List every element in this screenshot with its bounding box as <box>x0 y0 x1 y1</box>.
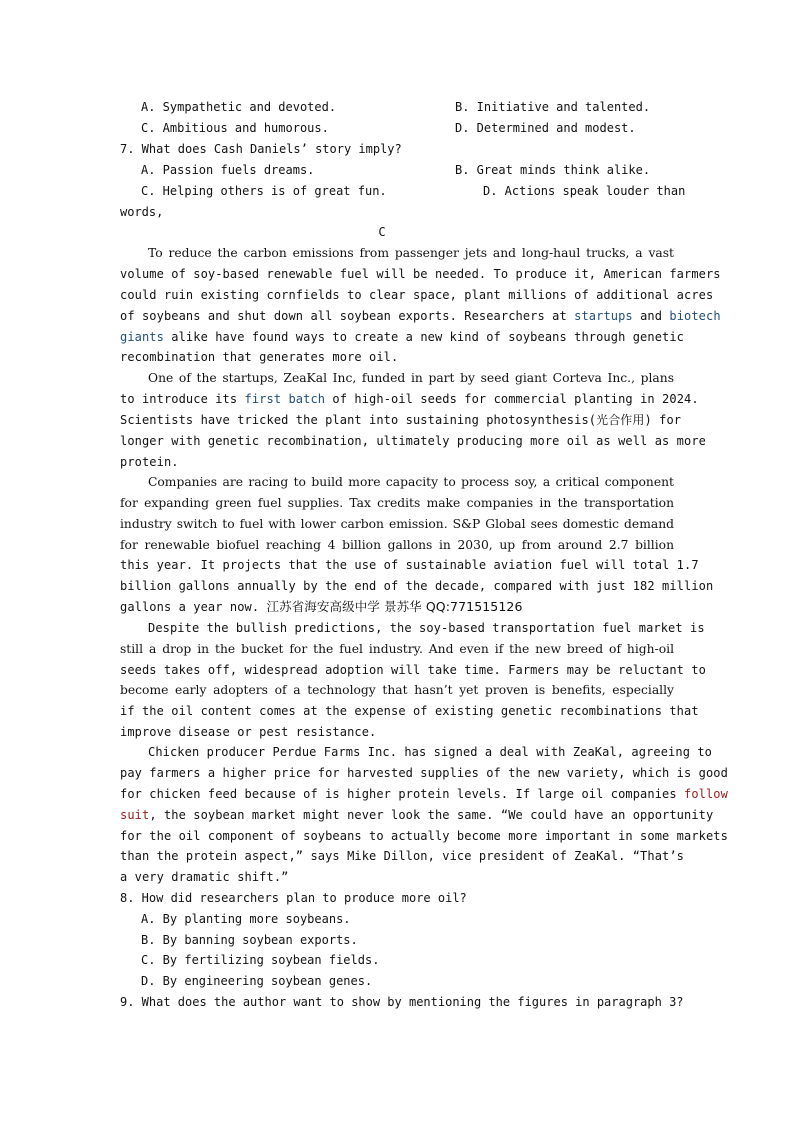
p5-line-5: for the oil component of soybeans to actually become more important in some markets <box>120 829 728 843</box>
q7-option-d: D. Actions speak louder than <box>483 184 686 198</box>
p5-line-3-text: for chicken feed because of is higher protein levels. If large oil companies <box>120 787 684 801</box>
p4-line-5: if the oil content comes at the expense of existing genetic recombinations that <box>120 704 699 718</box>
p2-line-2-text-a: to introduce its <box>120 392 245 406</box>
link-giants: giants <box>120 330 164 344</box>
q8-option-d: D. By engineering soybean genes. <box>141 974 373 988</box>
p3-line-3: industry switch to fuel with lower carbon emission. S&P Global sees domestic demand <box>120 517 674 531</box>
p3-line-5: this year. It projects that the use of sustainable aviation fuel will total 1.7 <box>120 558 699 572</box>
link-biotech: biotech <box>669 309 721 323</box>
p4-line-3: seeds takes off, widespread adoption will take time. Farmers may be reluctant to <box>120 663 706 677</box>
q7-option-d-continued: words, <box>120 205 164 219</box>
p3-line-1: Companies are racing to build more capacity to process soy, a critical component <box>148 475 674 489</box>
p1-line-4 <box>120 308 721 324</box>
p2-line-4: longer with genetic recombination, ultimately producing more oil as well as more <box>120 434 706 448</box>
p3-line-6: billion gallons annually by the end of the decade, compared with just 182 million <box>120 579 714 593</box>
p4-line-6: improve disease or pest resistance. <box>120 725 377 739</box>
p5-line-1: Chicken producer Perdue Farms Inc. has signed a deal with ZeaKal, agreeing to <box>148 745 712 759</box>
p5-line-6: than the protein aspect,” says Mike Dillon, vice president of ZeaKal. “That’s <box>120 849 684 863</box>
p2-line-5: protein. <box>120 455 179 469</box>
q8-stem: 8. How did researchers plan to produce more oil? <box>120 891 467 905</box>
link-first-batch: first batch <box>244 392 326 406</box>
p5-line-2: pay farmers a higher price for harvested supplies of the new variety, which is good <box>120 766 728 780</box>
q8-option-b: B. By banning soybean exports. <box>141 933 358 947</box>
p4-line-1: Despite the bullish predictions, the soy-based transportation fuel market is <box>148 621 705 635</box>
p1-line-6: recombination that generates more oil. <box>120 350 399 364</box>
p1-line-4-text-a: of soybeans and shut down all soybean exports. Researchers at <box>120 309 575 323</box>
q9-stem: 9. What does the author want to show by mentioning the figures in paragraph 3? <box>120 995 684 1009</box>
q6-option-c: C. Ambitious and humorous. <box>141 121 329 135</box>
q7-stem: 7. What does Cash Daniels’ story imply? <box>120 142 402 156</box>
p3-line-2: for expanding green fuel supplies. Tax credits make companies in the transportation <box>120 496 674 510</box>
section-label: C <box>378 225 386 239</box>
p2-line-2-text-c: of high-oil seeds for commercial planting in 2024. <box>325 392 699 406</box>
p1-line-3: could ruin existing cornfields to clear space, plant millions of additional acres <box>120 288 714 302</box>
p3-line-4: for renewable biofuel reaching 4 billion gallons in 2030, up from around 2.7 billion <box>120 538 674 552</box>
q6-option-a: A. Sympathetic and devoted. <box>141 100 337 114</box>
p3-line-7 <box>120 599 674 615</box>
author-credit: 江苏省海安高级中学 景苏华 QQ:771515126 <box>266 599 523 614</box>
p2-line-2 <box>120 391 699 407</box>
p1-line-1: To reduce the carbon emissions from passenger jets and long-haul trucks, a vast <box>148 246 674 260</box>
p4-line-4: become early adopters of a technology that hasn’t yet proven is benefits, especially <box>120 683 674 697</box>
p3-line-7-text: gallons a year now. <box>120 600 267 614</box>
p1-line-4-text-c: and <box>632 309 670 323</box>
p1-line-2: volume of soy-based renewable fuel will be needed. To produce it, American farmers <box>120 267 721 281</box>
link-suit: suit <box>120 808 150 822</box>
q7-option-b: B. Great minds think alike. <box>455 163 651 177</box>
q8-option-c: C. By fertilizing soybean fields. <box>141 953 380 967</box>
q6-option-b: B. Initiative and talented. <box>455 100 651 114</box>
p5-line-3 <box>120 786 728 802</box>
q7-option-a: A. Passion fuels dreams. <box>141 163 315 177</box>
p2-line-3: Scientists have tricked the plant into sustaining photosynthesis(光合作用) for <box>120 413 682 427</box>
p4-line-2: still a drop in the bucket for the fuel industry. And even if the new breed of high-oil <box>120 642 674 656</box>
p2-line-1: One of the startups, ZeaKal Inc, funded in part by seed giant Corteva Inc., plans <box>148 371 674 385</box>
p5-line-4 <box>120 807 714 823</box>
p1-line-5 <box>120 329 684 345</box>
link-startups: startups <box>574 309 633 323</box>
p5-line-4-text: , the soybean market might never look the same. “We could have an opportunity <box>149 808 714 822</box>
q8-option-a: A. By planting more soybeans. <box>141 912 351 926</box>
q6-option-d: D. Determined and modest. <box>455 121 636 135</box>
p5-line-7: a very dramatic shift.” <box>120 870 289 884</box>
p1-line-5-text: alike have found ways to create a new kind of soybeans through genetic <box>163 330 684 344</box>
link-follow: follow <box>684 787 728 801</box>
q7-option-c: C. Helping others is of great fun. <box>141 184 387 198</box>
